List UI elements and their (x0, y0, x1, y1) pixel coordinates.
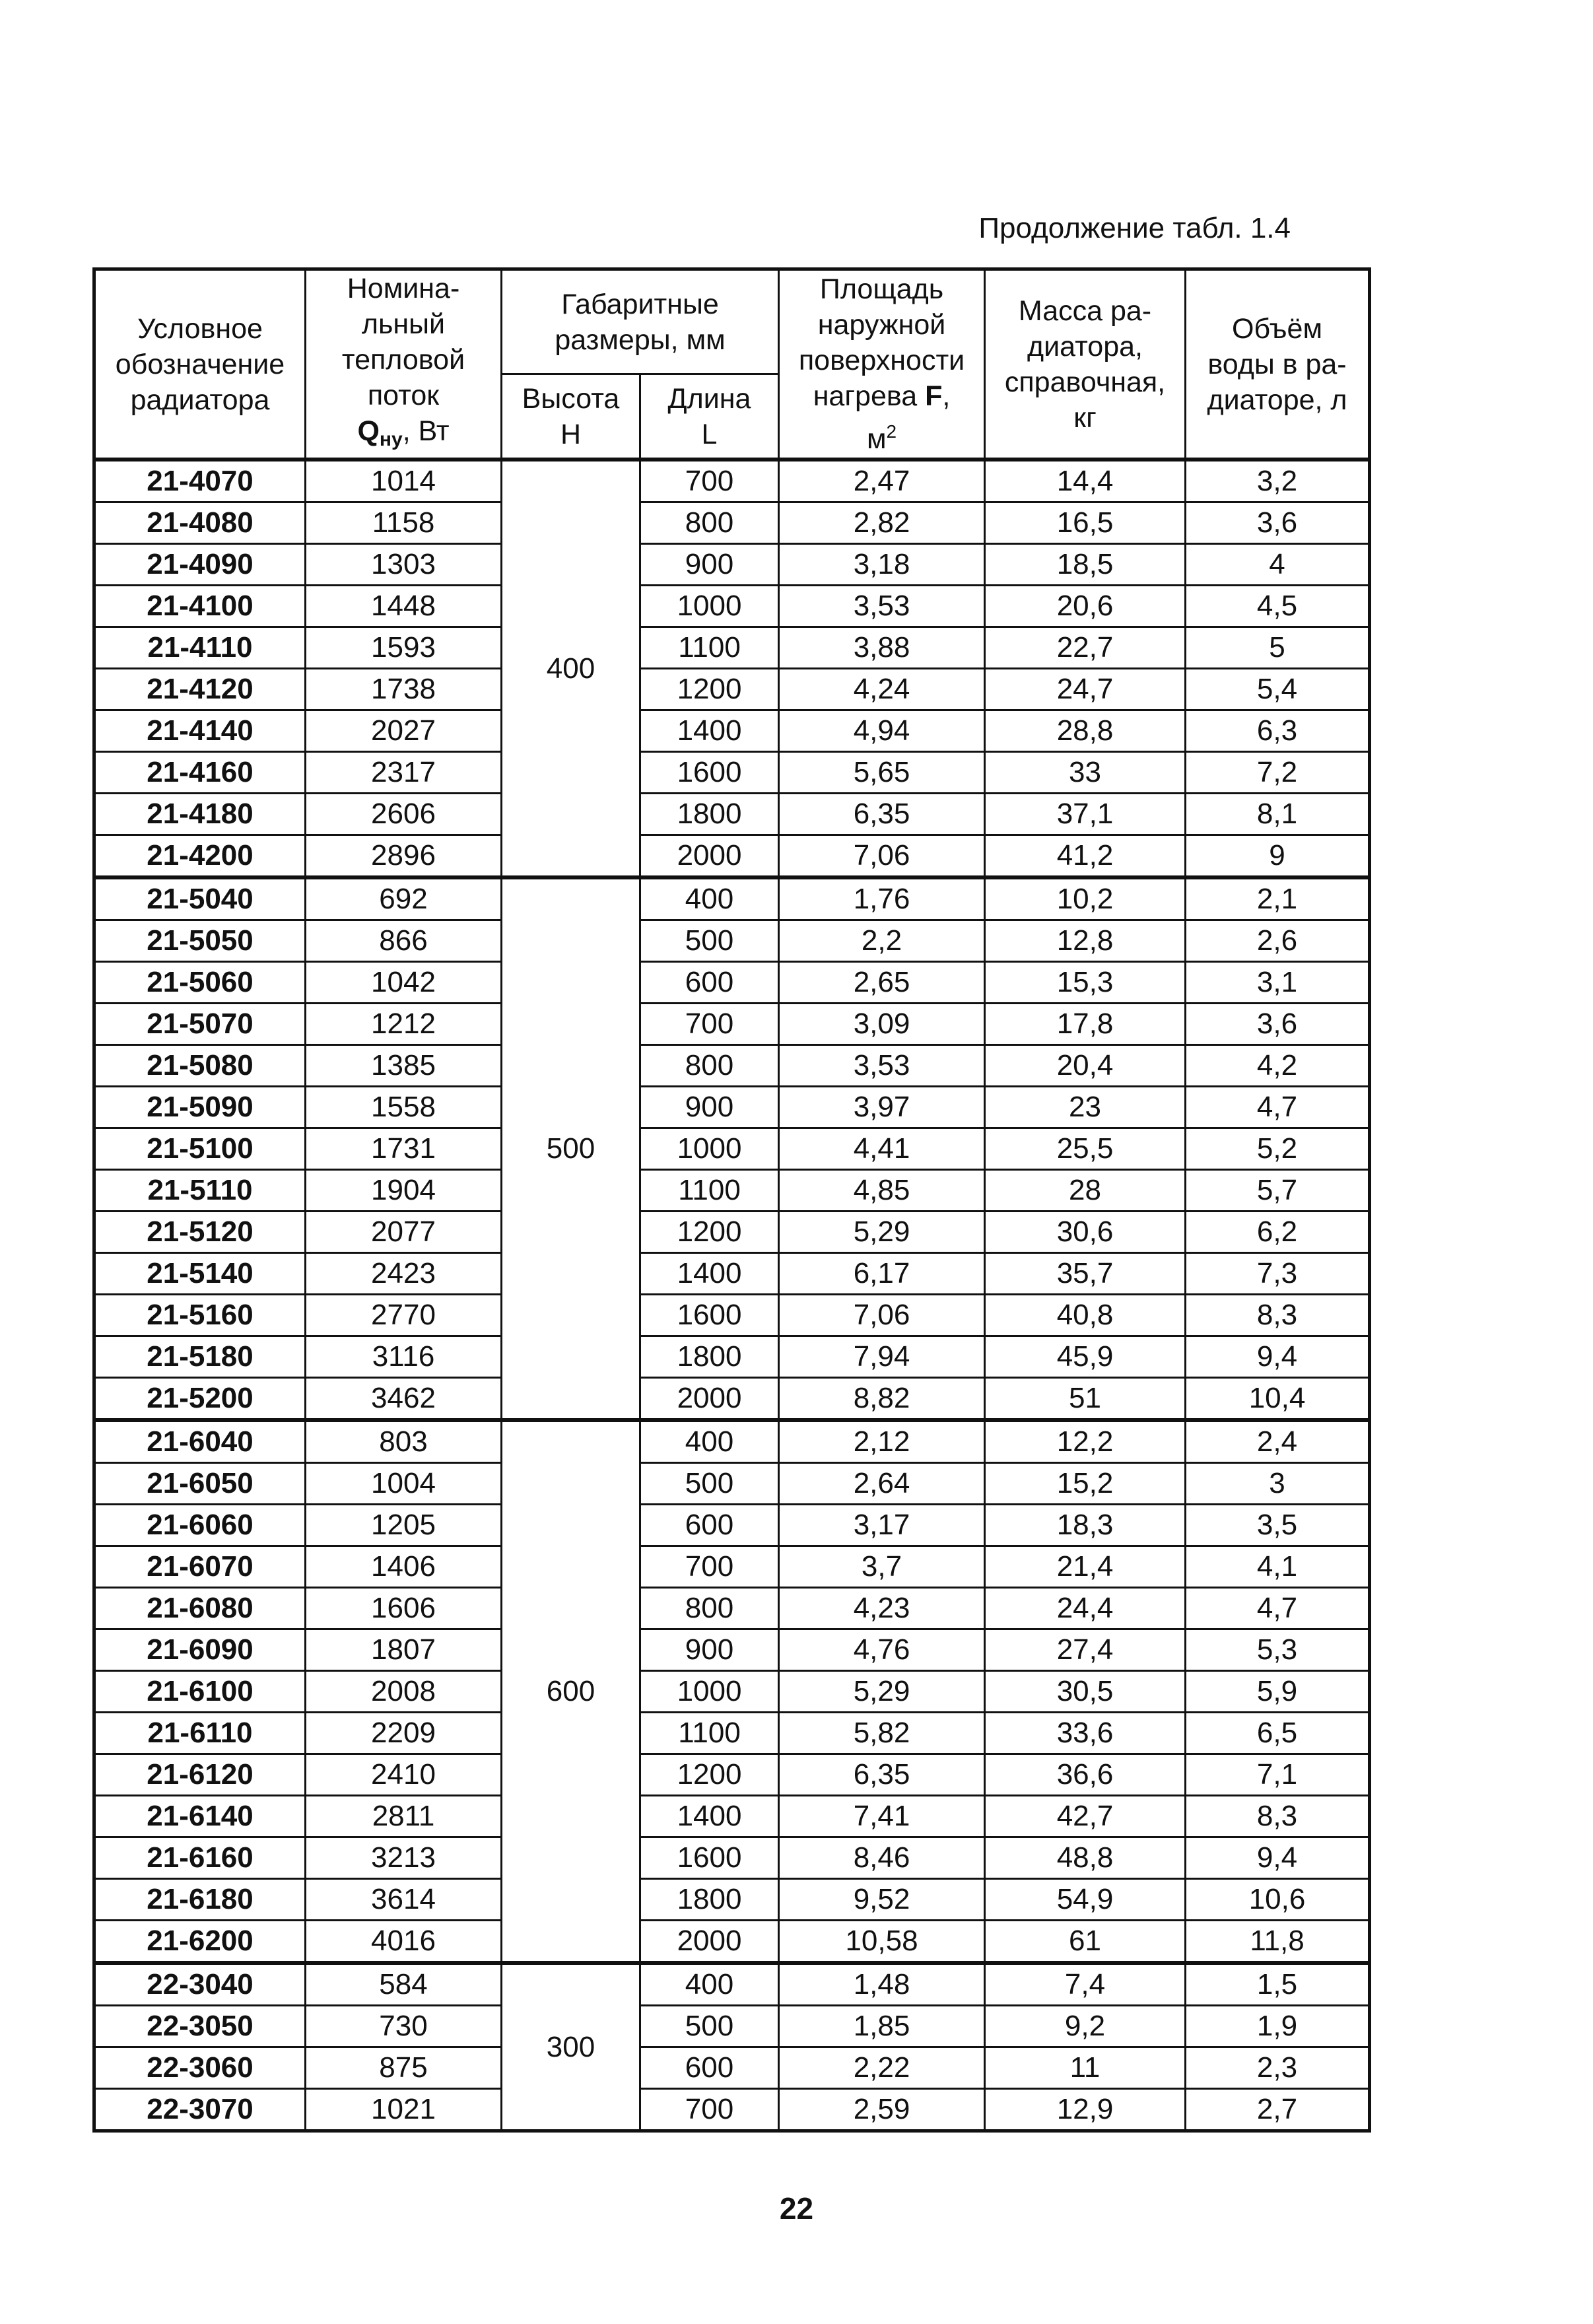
area-cell: 4,85 (779, 1170, 985, 1212)
length-cell: 800 (640, 1588, 779, 1629)
volume-cell: 3,6 (1186, 1004, 1370, 1045)
area-cell: 2,64 (779, 1463, 985, 1505)
table-row (94, 1546, 1370, 1588)
mass-cell: 24,7 (985, 669, 1186, 710)
heat-flow-cell: 1205 (306, 1505, 502, 1546)
length-cell: 700 (640, 2089, 779, 2131)
volume-cell: 4,7 (1186, 1087, 1370, 1128)
length-cell: 1600 (640, 1295, 779, 1336)
heat-flow-cell: 875 (306, 2047, 502, 2089)
designation-cell: 21-5070 (94, 1004, 306, 1045)
area-cell: 2,2 (779, 920, 985, 962)
table-row (94, 1463, 1370, 1505)
table-row (94, 1629, 1370, 1671)
mass-cell: 33 (985, 752, 1186, 794)
table-row (94, 1671, 1370, 1713)
volume-cell: 5,9 (1186, 1671, 1370, 1713)
length-cell: 700 (640, 460, 779, 502)
heat-flow-cell: 2811 (306, 1796, 502, 1837)
heat-flow-cell: 2027 (306, 710, 502, 752)
area-cell: 4,94 (779, 710, 985, 752)
table-row (94, 710, 1370, 752)
mass-cell: 18,5 (985, 544, 1186, 586)
length-cell: 1600 (640, 752, 779, 794)
area-cell: 9,52 (779, 1879, 985, 1921)
designation-cell: 21-5060 (94, 962, 306, 1004)
length-cell: 2000 (640, 1378, 779, 1421)
area-cell: 7,41 (779, 1796, 985, 1837)
designation-cell: 21-4070 (94, 460, 306, 502)
length-cell: 900 (640, 544, 779, 586)
area-cell: 2,47 (779, 460, 985, 502)
area-cell: 1,76 (779, 877, 985, 920)
heat-flow-cell: 2077 (306, 1212, 502, 1253)
area-cell: 4,23 (779, 1588, 985, 1629)
mass-cell: 51 (985, 1378, 1186, 1421)
mass-cell: 40,8 (985, 1295, 1186, 1336)
designation-cell: 21-5160 (94, 1295, 306, 1336)
area-cell: 6,35 (779, 794, 985, 835)
mass-cell: 11 (985, 2047, 1186, 2089)
heat-flow-cell: 1904 (306, 1170, 502, 1212)
heat-flow-cell: 692 (306, 877, 502, 920)
length-cell: 800 (640, 1045, 779, 1087)
designation-cell: 21-4120 (94, 669, 306, 710)
table-row (94, 1505, 1370, 1546)
volume-cell: 2,7 (1186, 2089, 1370, 2131)
length-cell: 800 (640, 502, 779, 544)
table-caption: Продолжение табл. 1.4 (978, 212, 1291, 244)
length-cell: 2000 (640, 835, 779, 878)
designation-cell: 21-4090 (94, 544, 306, 586)
table-row (94, 1921, 1370, 1964)
heat-flow-cell: 866 (306, 920, 502, 962)
heat-flow-cell: 1593 (306, 627, 502, 669)
volume-cell: 10,6 (1186, 1879, 1370, 1921)
designation-cell: 21-5040 (94, 877, 306, 920)
area-cell: 3,53 (779, 1045, 985, 1087)
heat-flow-cell: 3614 (306, 1879, 502, 1921)
designation-cell: 21-6040 (94, 1420, 306, 1463)
length-cell: 1800 (640, 1336, 779, 1378)
area-cell: 4,76 (779, 1629, 985, 1671)
table-row (94, 1128, 1370, 1170)
mass-cell: 20,6 (985, 586, 1186, 627)
table-row (94, 920, 1370, 962)
area-cell: 3,09 (779, 1004, 985, 1045)
designation-cell: 22-3060 (94, 2047, 306, 2089)
table-row (94, 1004, 1370, 1045)
volume-cell: 6,2 (1186, 1212, 1370, 1253)
length-cell: 1600 (640, 1837, 779, 1879)
header-designation: Условное обозначение радиатора (94, 269, 306, 460)
table-row (94, 1420, 1370, 1463)
length-cell: 1200 (640, 1212, 779, 1253)
table-row (94, 1796, 1370, 1837)
heat-flow-cell: 1406 (306, 1546, 502, 1588)
heat-flow-cell: 4016 (306, 1921, 502, 1964)
volume-cell: 5 (1186, 627, 1370, 669)
table-row (94, 1378, 1370, 1421)
header-height: Высота H (502, 374, 640, 460)
heat-flow-cell: 584 (306, 1963, 502, 2006)
length-cell: 400 (640, 877, 779, 920)
heat-flow-cell: 730 (306, 2006, 502, 2047)
heat-flow-cell: 3116 (306, 1336, 502, 1378)
designation-cell: 22-3050 (94, 2006, 306, 2047)
volume-cell: 1,5 (1186, 1963, 1370, 2006)
length-cell: 500 (640, 1463, 779, 1505)
table-row (94, 586, 1370, 627)
designation-cell: 21-5050 (94, 920, 306, 962)
designation-cell: 21-4100 (94, 586, 306, 627)
length-cell: 1800 (640, 1879, 779, 1921)
length-cell: 1000 (640, 1671, 779, 1713)
designation-cell: 21-4140 (94, 710, 306, 752)
area-cell: 3,18 (779, 544, 985, 586)
mass-cell: 54,9 (985, 1879, 1186, 1921)
length-cell: 500 (640, 920, 779, 962)
mass-cell: 18,3 (985, 1505, 1186, 1546)
length-cell: 2000 (640, 1921, 779, 1964)
mass-cell: 48,8 (985, 1837, 1186, 1879)
designation-cell: 21-4200 (94, 835, 306, 878)
designation-cell: 21-6060 (94, 1505, 306, 1546)
designation-cell: 21-6100 (94, 1671, 306, 1713)
mass-cell: 61 (985, 1921, 1186, 1964)
mass-cell: 17,8 (985, 1004, 1186, 1045)
heat-flow-cell: 1158 (306, 502, 502, 544)
designation-cell: 21-5090 (94, 1087, 306, 1128)
area-cell: 7,94 (779, 1336, 985, 1378)
designation-cell: 21-5140 (94, 1253, 306, 1295)
area-cell: 3,17 (779, 1505, 985, 1546)
heat-flow-cell: 2770 (306, 1295, 502, 1336)
designation-cell: 22-3070 (94, 2089, 306, 2131)
area-cell: 3,88 (779, 627, 985, 669)
length-cell: 1100 (640, 1170, 779, 1212)
area-cell: 5,29 (779, 1212, 985, 1253)
mass-cell: 30,6 (985, 1212, 1186, 1253)
designation-cell: 21-6070 (94, 1546, 306, 1588)
volume-cell: 3,2 (1186, 460, 1370, 502)
volume-cell: 4 (1186, 544, 1370, 586)
area-cell: 6,17 (779, 1253, 985, 1295)
header-area: Площадь наружной поверхности нагрева F, $м^2$ (779, 269, 985, 460)
heat-flow-cell: 2410 (306, 1754, 502, 1796)
area-cell: 2,82 (779, 502, 985, 544)
table-row (94, 2006, 1370, 2047)
table-row (94, 1295, 1370, 1336)
table-row (94, 1963, 1370, 2006)
mass-cell: 37,1 (985, 794, 1186, 835)
heat-flow-cell: 2008 (306, 1671, 502, 1713)
area-cell: 2,22 (779, 2047, 985, 2089)
length-cell: 1200 (640, 669, 779, 710)
table-row (94, 752, 1370, 794)
designation-cell: 21-6180 (94, 1879, 306, 1921)
volume-cell: 10,4 (1186, 1378, 1370, 1421)
designation-cell: 21-6090 (94, 1629, 306, 1671)
table-row (94, 794, 1370, 835)
volume-cell: 1,9 (1186, 2006, 1370, 2047)
radiator-table (92, 267, 1371, 2133)
table-row (94, 1212, 1370, 1253)
heat-flow-cell: 1606 (306, 1588, 502, 1629)
volume-cell: 7,1 (1186, 1754, 1370, 1796)
length-cell: 700 (640, 1004, 779, 1045)
volume-cell: 2,6 (1186, 920, 1370, 962)
volume-cell: 5,4 (1186, 669, 1370, 710)
area-cell: 2,12 (779, 1420, 985, 1463)
mass-cell: 28 (985, 1170, 1186, 1212)
volume-cell: 5,7 (1186, 1170, 1370, 1212)
length-cell: 1000 (640, 586, 779, 627)
table-row (94, 2089, 1370, 2131)
length-cell: 400 (640, 1420, 779, 1463)
area-cell: 3,97 (779, 1087, 985, 1128)
mass-cell: 7,4 (985, 1963, 1186, 2006)
volume-cell: 3,6 (1186, 502, 1370, 544)
table-row (94, 627, 1370, 669)
table-row (94, 1253, 1370, 1295)
volume-cell: 8,3 (1186, 1295, 1370, 1336)
length-cell: 1400 (640, 1253, 779, 1295)
area-cell: 5,29 (779, 1671, 985, 1713)
mass-cell: 42,7 (985, 1796, 1186, 1837)
mass-cell: 30,5 (985, 1671, 1186, 1713)
mass-cell: 12,9 (985, 2089, 1186, 2131)
designation-cell: 21-6080 (94, 1588, 306, 1629)
height-cell: 500 (502, 877, 640, 1420)
area-cell: 4,41 (779, 1128, 985, 1170)
mass-cell: 41,2 (985, 835, 1186, 878)
designation-cell: 21-5180 (94, 1336, 306, 1378)
volume-cell: 8,1 (1186, 794, 1370, 835)
mass-cell: 9,2 (985, 2006, 1186, 2047)
designation-cell: 21-4080 (94, 502, 306, 544)
volume-cell: 4,5 (1186, 586, 1370, 627)
header-mass: Масса ра- диатора, справочная, кг (985, 269, 1186, 460)
header-volume: Объём воды в ра- диаторе, л (1186, 269, 1370, 460)
designation-cell: 21-5110 (94, 1170, 306, 1212)
mass-cell: 28,8 (985, 710, 1186, 752)
length-cell: 700 (640, 1546, 779, 1588)
table-row (94, 460, 1370, 502)
heat-flow-cell: 2606 (306, 794, 502, 835)
area-cell: 8,46 (779, 1837, 985, 1879)
length-cell: 1000 (640, 1128, 779, 1170)
volume-cell: 11,8 (1186, 1921, 1370, 1964)
designation-cell: 21-6200 (94, 1921, 306, 1964)
mass-cell: 10,2 (985, 877, 1186, 920)
designation-cell: 21-5100 (94, 1128, 306, 1170)
mass-cell: 33,6 (985, 1713, 1186, 1754)
area-cell: 7,06 (779, 835, 985, 878)
table-row (94, 1336, 1370, 1378)
heat-flow-cell: 1738 (306, 669, 502, 710)
heat-flow-cell: 1385 (306, 1045, 502, 1087)
designation-cell: 21-6140 (94, 1796, 306, 1837)
volume-cell: 3,5 (1186, 1505, 1370, 1546)
length-cell: 1400 (640, 1796, 779, 1837)
length-cell: 1100 (640, 627, 779, 669)
mass-cell: 20,4 (985, 1045, 1186, 1087)
table-row (94, 1588, 1370, 1629)
designation-cell: 21-4110 (94, 627, 306, 669)
designation-cell: 21-6050 (94, 1463, 306, 1505)
mass-cell: 27,4 (985, 1629, 1186, 1671)
length-cell: 1800 (640, 794, 779, 835)
header-length: Длина L (640, 374, 779, 460)
heat-flow-cell: 1014 (306, 460, 502, 502)
length-cell: 1100 (640, 1713, 779, 1754)
mass-cell: 24,4 (985, 1588, 1186, 1629)
heat-flow-cell: 2209 (306, 1713, 502, 1754)
heat-flow-cell: 1212 (306, 1004, 502, 1045)
heat-flow-cell: 2896 (306, 835, 502, 878)
mass-cell: 21,4 (985, 1546, 1186, 1588)
mass-cell: 35,7 (985, 1253, 1186, 1295)
volume-cell: 9,4 (1186, 1837, 1370, 1879)
designation-cell: 21-4160 (94, 752, 306, 794)
designation-cell: 21-6120 (94, 1754, 306, 1796)
volume-cell: 5,3 (1186, 1629, 1370, 1671)
area-cell: 4,24 (779, 669, 985, 710)
area-cell: 3,7 (779, 1546, 985, 1588)
designation-cell: 21-5120 (94, 1212, 306, 1253)
area-cell: 8,82 (779, 1378, 985, 1421)
designation-cell: 22-3040 (94, 1963, 306, 2006)
table-row (94, 835, 1370, 878)
area-cell: 1,48 (779, 1963, 985, 2006)
table-row (94, 962, 1370, 1004)
header-dimensions: Габаритные размеры, мм (502, 269, 779, 374)
length-cell: 600 (640, 962, 779, 1004)
designation-cell: 21-4180 (94, 794, 306, 835)
volume-cell: 4,2 (1186, 1045, 1370, 1087)
designation-cell: 21-5200 (94, 1378, 306, 1421)
header-heat-flow: Номина- льный тепловой поток $Q_{ну}$, Вт (306, 269, 502, 460)
length-cell: 500 (640, 2006, 779, 2047)
heat-flow-cell: 2423 (306, 1253, 502, 1295)
length-cell: 900 (640, 1087, 779, 1128)
length-cell: 1400 (640, 710, 779, 752)
table-row (94, 1087, 1370, 1128)
heat-flow-cell: 1021 (306, 2089, 502, 2131)
mass-cell: 23 (985, 1087, 1186, 1128)
heat-flow-cell: 3213 (306, 1837, 502, 1879)
area-cell: 2,65 (779, 962, 985, 1004)
table-row (94, 544, 1370, 586)
volume-cell: 4,7 (1186, 1588, 1370, 1629)
page-number: 22 (779, 2191, 814, 2226)
mass-cell: 12,2 (985, 1420, 1186, 1463)
heat-flow-cell: 803 (306, 1420, 502, 1463)
height-cell: 400 (502, 460, 640, 877)
heat-flow-cell: 1731 (306, 1128, 502, 1170)
volume-cell: 3,1 (1186, 962, 1370, 1004)
area-cell: 7,06 (779, 1295, 985, 1336)
heat-flow-cell: 1303 (306, 544, 502, 586)
table-row (94, 2047, 1370, 2089)
area-cell: 6,35 (779, 1754, 985, 1796)
height-cell: 600 (502, 1420, 640, 1963)
table-row (94, 877, 1370, 920)
area-cell: 5,65 (779, 752, 985, 794)
length-cell: 600 (640, 2047, 779, 2089)
height-cell: 300 (502, 1963, 640, 2131)
length-cell: 400 (640, 1963, 779, 2006)
volume-cell: 2,1 (1186, 877, 1370, 920)
mass-cell: 25,5 (985, 1128, 1186, 1170)
mass-cell: 12,8 (985, 920, 1186, 962)
table-row (94, 1754, 1370, 1796)
area-cell: 2,59 (779, 2089, 985, 2131)
heat-flow-cell: 1042 (306, 962, 502, 1004)
heat-flow-cell: 1558 (306, 1087, 502, 1128)
table-row (94, 1045, 1370, 1087)
table-row (94, 1879, 1370, 1921)
volume-cell: 9 (1186, 835, 1370, 878)
heat-flow-cell: 1004 (306, 1463, 502, 1505)
volume-cell: 4,1 (1186, 1546, 1370, 1588)
heat-flow-cell: 1448 (306, 586, 502, 627)
volume-cell: 9,4 (1186, 1336, 1370, 1378)
designation-cell: 21-6110 (94, 1713, 306, 1754)
mass-cell: 36,6 (985, 1754, 1186, 1796)
table-row (94, 1837, 1370, 1879)
volume-cell: 3 (1186, 1463, 1370, 1505)
area-cell: 10,58 (779, 1921, 985, 1964)
area-cell: 5,82 (779, 1713, 985, 1754)
area-cell: 1,85 (779, 2006, 985, 2047)
volume-cell: 2,4 (1186, 1420, 1370, 1463)
table-body (94, 460, 1370, 2131)
volume-cell: 7,2 (1186, 752, 1370, 794)
designation-cell: 21-5080 (94, 1045, 306, 1087)
table-row (94, 1713, 1370, 1754)
mass-cell: 16,5 (985, 502, 1186, 544)
area-cell: 3,53 (779, 586, 985, 627)
length-cell: 1200 (640, 1754, 779, 1796)
volume-cell: 8,3 (1186, 1796, 1370, 1837)
volume-cell: 2,3 (1186, 2047, 1370, 2089)
volume-cell: 5,2 (1186, 1128, 1370, 1170)
volume-cell: 7,3 (1186, 1253, 1370, 1295)
length-cell: 600 (640, 1505, 779, 1546)
mass-cell: 45,9 (985, 1336, 1186, 1378)
volume-cell: 6,3 (1186, 710, 1370, 752)
mass-cell: 22,7 (985, 627, 1186, 669)
mass-cell: 14,4 (985, 460, 1186, 502)
volume-cell: 6,5 (1186, 1713, 1370, 1754)
heat-flow-cell: 2317 (306, 752, 502, 794)
mass-cell: 15,2 (985, 1463, 1186, 1505)
table-row (94, 669, 1370, 710)
designation-cell: 21-6160 (94, 1837, 306, 1879)
mass-cell: 15,3 (985, 962, 1186, 1004)
heat-flow-cell: 3462 (306, 1378, 502, 1421)
table-row (94, 502, 1370, 544)
heat-flow-cell: 1807 (306, 1629, 502, 1671)
table-row (94, 1170, 1370, 1212)
length-cell: 900 (640, 1629, 779, 1671)
